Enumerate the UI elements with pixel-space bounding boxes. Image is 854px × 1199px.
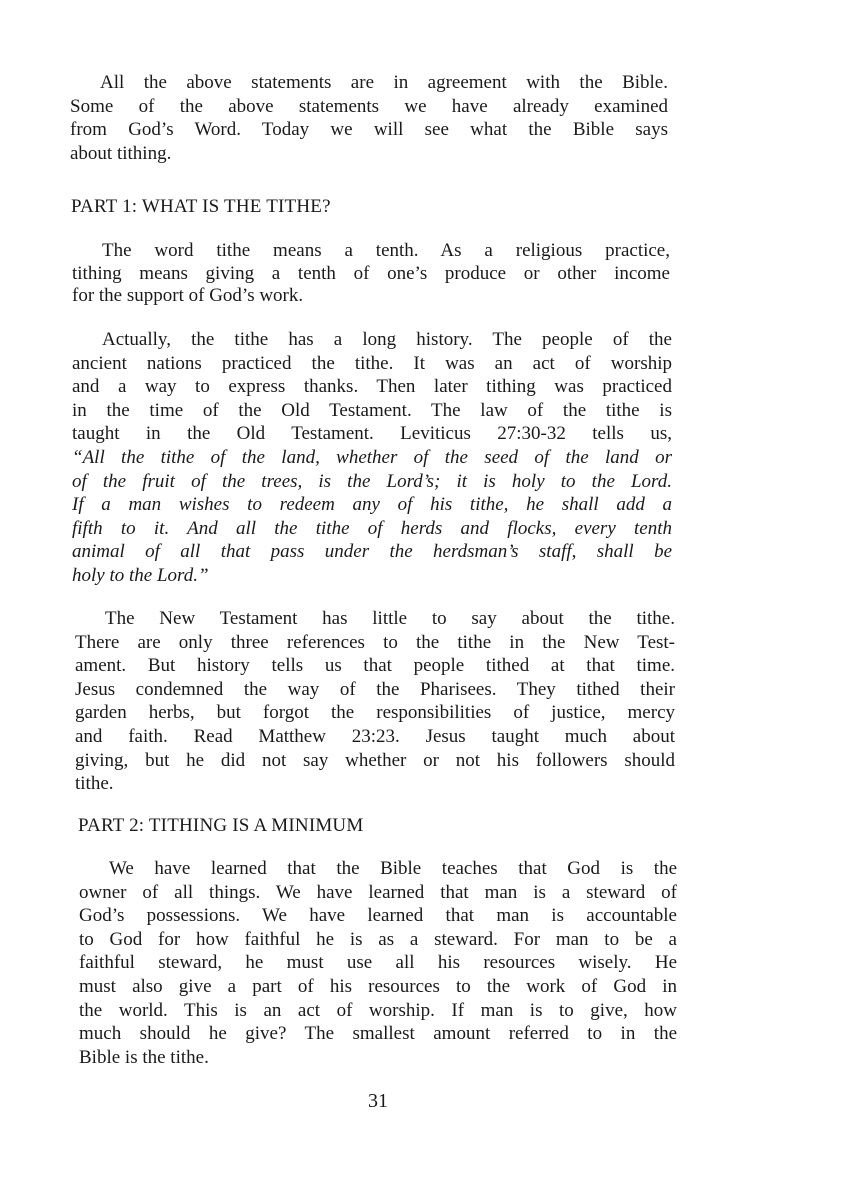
- text-line: for the support of God’s work.: [72, 285, 304, 307]
- text-line: taught in the Old Testament. Leviticus 27:30-32 tells us,: [72, 423, 672, 445]
- text-line: must also give a part of his resources to the work of God in: [79, 975, 677, 997]
- text-line: All the above statements are in agreement with the Bible.: [100, 72, 668, 93]
- text-line: ament. But history tells us that people tithed at that time.: [75, 655, 675, 677]
- text-line: garden herbs, but forgot the responsibilities of justice, mercy: [75, 702, 675, 724]
- quote-line: fifth to it. And all the tithe of herds and flocks, every tenth: [72, 517, 672, 539]
- text-line: to God for how faithful he is as a steward. For man to be a: [79, 928, 677, 950]
- quote-line: holy to the Lord.”: [72, 564, 209, 586]
- text-line: much should he give? The smallest amount referred to in the: [79, 1023, 677, 1045]
- text-line: tithe.: [75, 773, 114, 795]
- text-line: We have learned that the Bible teaches that God is the: [109, 858, 677, 879]
- part-2-heading: PART 2: TITHING IS A MINIMUM: [78, 815, 364, 836]
- quote-line: animal of all that pass under the herdsman’s staff, shall be: [72, 541, 672, 563]
- paragraph-tithing-minimum: [79, 857, 677, 1069]
- text-line: in the time of the Old Testament. The law of the tithe is: [72, 399, 672, 421]
- quote-line: If a man wishes to redeem any of his tithe, he shall add a: [72, 494, 672, 516]
- text-line: from God’s Word. Today we will see what the Bible says: [70, 119, 668, 141]
- text-line: Jesus condemned the way of the Pharisees. They tithed their: [75, 678, 675, 700]
- text-line: The word tithe means a tenth. As a religious practice,: [102, 240, 670, 261]
- text-line: faithful steward, he must use all his resources wisely. He: [79, 952, 677, 974]
- part-1-heading: PART 1: WHAT IS THE TITHE?: [71, 196, 331, 217]
- page-number: 31: [368, 1090, 388, 1112]
- paragraph-tithe-history: [72, 328, 672, 588]
- text-line: tithing means giving a tenth of one’s produce or other income: [72, 262, 670, 284]
- quote-line: of the fruit of the trees, is the Lord’s; it is holy to the Lord.: [72, 470, 672, 492]
- text-line: giving, but he did not say whether or not his followers should: [75, 749, 675, 771]
- text-line: Bible is the tithe.: [79, 1046, 209, 1068]
- text-line: and faith. Read Matthew 23:23. Jesus taught much about: [75, 725, 675, 747]
- text-line: about tithing.: [70, 142, 172, 164]
- text-line: owner of all things. We have learned that man is a steward of: [79, 881, 677, 903]
- paragraph-new-testament: [75, 607, 675, 796]
- text-line: Actually, the tithe has a long history. The people of the: [102, 329, 672, 350]
- text-line: and a way to express thanks. Then later tithing was practiced: [72, 376, 672, 398]
- text-line: God’s possessions. We have learned that man is accountable: [79, 905, 677, 927]
- quote-line: “All the tithe of the land, whether of the seed of the land or: [72, 446, 672, 468]
- text-line: The New Testament has little to say about the tithe.: [105, 608, 675, 629]
- text-line: Some of the above statements we have already examined: [70, 95, 668, 117]
- text-line: the world. This is an act of worship. If man is to give, how: [79, 999, 677, 1021]
- paragraph-intro: [70, 71, 668, 165]
- text-line: ancient nations practiced the tithe. It was an act of worship: [72, 352, 672, 374]
- paragraph-tithe-definition: [72, 240, 670, 308]
- text-line: There are only three references to the tithe in the New Test-: [75, 631, 675, 653]
